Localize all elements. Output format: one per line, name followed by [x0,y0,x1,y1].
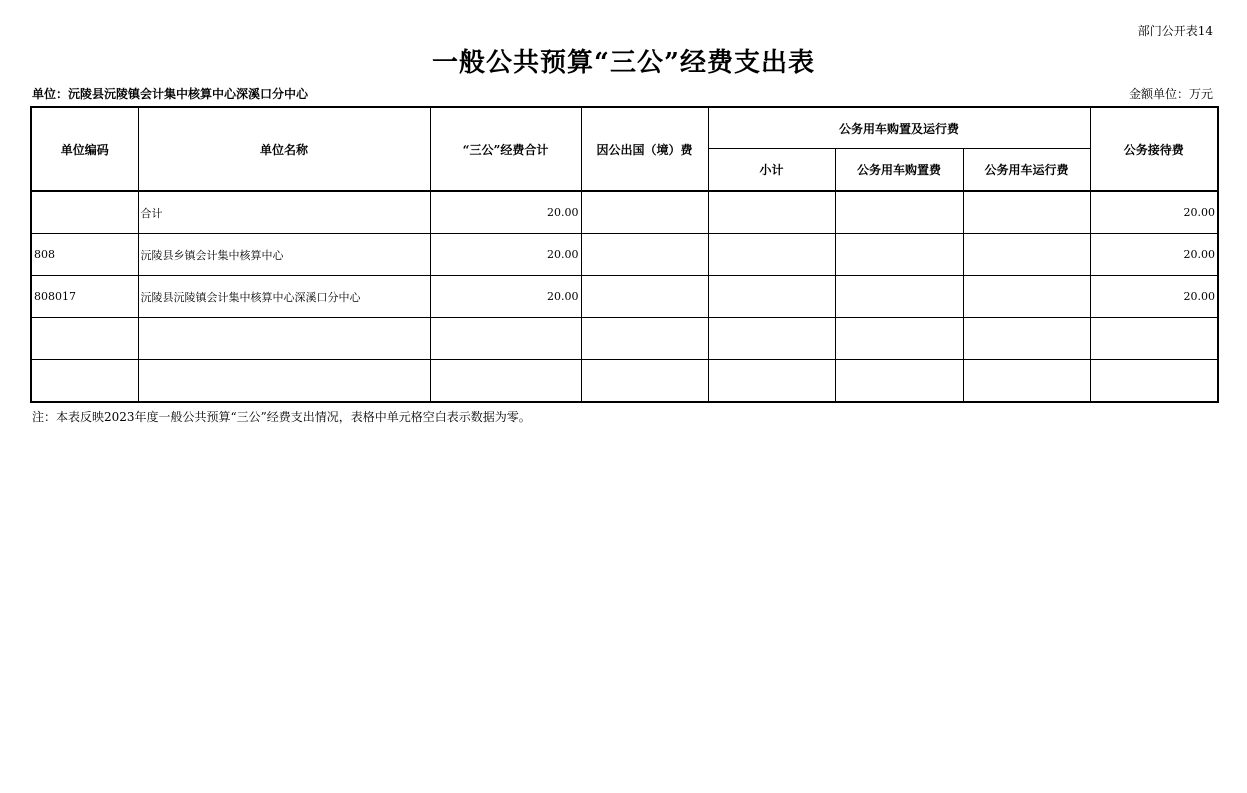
page-title: 一般公共预算“三公”经费支出表 [432,48,815,78]
cell-vehicle-purchase [835,318,963,360]
header-name: 单位名称 [138,107,430,191]
cell-vehicle-operation [963,234,1090,276]
cell-reception: 20.00 [1090,276,1218,318]
cell-vehicle-subtotal [708,360,835,403]
table-row [31,318,1218,360]
cell-total: 20.00 [430,191,581,234]
table-row [31,234,1218,276]
meta-row [32,85,1213,101]
cell-code: 808017 [31,276,138,318]
cell-code: 808 [31,234,138,276]
table-row [31,276,1218,318]
unit-label: 单位：沅陵县沅陵镇会计集中核算中心深溪口分中心 [32,87,309,101]
header-vehicle-group: 公务用车购置及运行费 [708,107,1090,149]
cell-total: 20.00 [430,276,581,318]
cell-vehicle-purchase [835,191,963,234]
cell-reception: 20.00 [1090,191,1218,234]
header-vehicle-purchase: 公务用车购置费 [835,149,963,192]
cell-abroad [581,360,708,403]
cell-name: 沅陵县沅陵镇会计集中核算中心深溪口分中心 [138,276,430,318]
header-vehicle-subtotal: 小计 [708,149,835,192]
header-vehicle-operation: 公务用车运行费 [963,149,1090,192]
cell-reception: 20.00 [1090,234,1218,276]
header-code: 单位编码 [31,107,138,191]
cell-code [31,360,138,403]
cell-name [138,360,430,403]
cell-vehicle-subtotal [708,191,835,234]
cell-vehicle-subtotal [708,234,835,276]
cell-vehicle-purchase [835,234,963,276]
expense-table [30,106,1219,403]
cell-vehicle-purchase [835,360,963,403]
cell-reception [1090,360,1218,403]
cell-total: 20.00 [430,234,581,276]
cell-name: 沅陵县乡镇会计集中核算中心 [138,234,430,276]
header-abroad: 因公出国（境）费 [581,107,708,191]
cell-name: 合计 [138,191,430,234]
cell-vehicle-operation [963,191,1090,234]
cell-vehicle-operation [963,276,1090,318]
cell-abroad [581,318,708,360]
header-reception: 公务接待费 [1090,107,1218,191]
header-total: “三公”经费合计 [430,107,581,191]
page-tag: 部门公开表14 [1137,24,1213,38]
cell-vehicle-subtotal [708,318,835,360]
cell-code [31,318,138,360]
cell-vehicle-purchase [835,276,963,318]
table-row [31,191,1218,234]
cell-code [31,191,138,234]
cell-total [430,318,581,360]
cell-vehicle-operation [963,360,1090,403]
cell-abroad [581,276,708,318]
cell-total [430,360,581,403]
cell-abroad [581,234,708,276]
footnote: 注：本表反映2023年度一般公共预算“三公”经费支出情况，表格中单元格空白表示数据为零。 [32,410,531,424]
cell-vehicle-operation [963,318,1090,360]
cell-vehicle-subtotal [708,276,835,318]
table-row [31,360,1218,403]
cell-abroad [581,191,708,234]
cell-name [138,318,430,360]
cell-reception [1090,318,1218,360]
amount-unit-label: 金额单位：万元 [1128,87,1213,101]
